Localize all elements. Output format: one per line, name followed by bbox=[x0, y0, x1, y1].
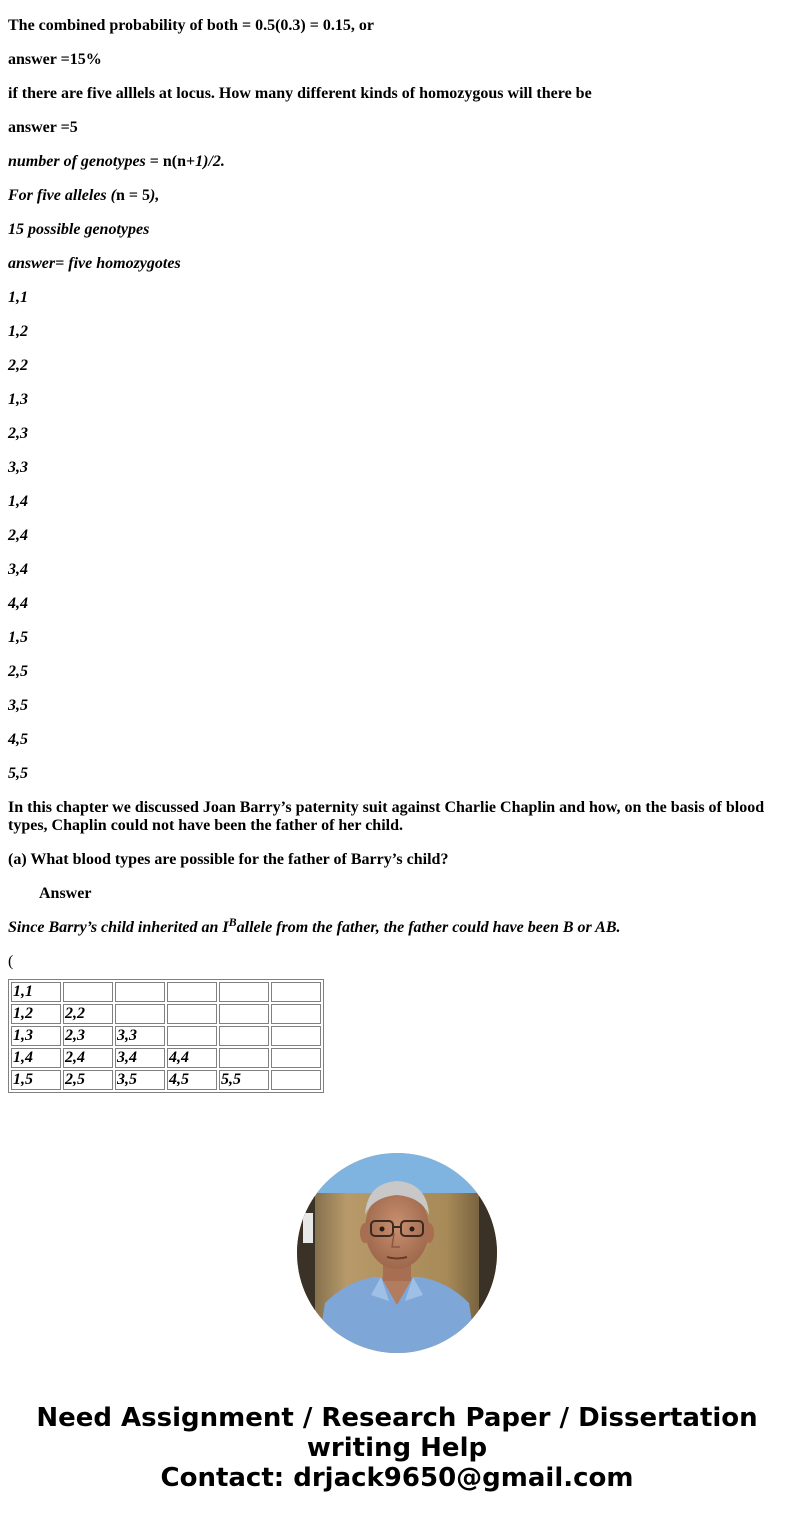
table-cell: 1,2 bbox=[11, 1004, 61, 1024]
paragraph-question-homozygous: if there are five alllels at locus. How many different kinds of homozygous will there be bbox=[8, 85, 592, 102]
genotype-table bbox=[8, 979, 324, 1093]
genotype-list-item: 2,5 bbox=[8, 663, 28, 680]
explanation-start: Since Barry’s child inherited an I bbox=[8, 919, 229, 936]
table-cell bbox=[271, 1026, 321, 1046]
explanation-end: allele from the father, the father could have been B or AB. bbox=[236, 919, 621, 936]
table-cell: 1,5 bbox=[11, 1070, 61, 1090]
allele-superscript: B bbox=[228, 915, 237, 929]
table-cell bbox=[219, 982, 269, 1002]
table-cell bbox=[271, 1048, 321, 1068]
formula-part: = n(n+ bbox=[145, 153, 196, 170]
table-cell: 1,4 bbox=[11, 1048, 61, 1068]
genotype-list-item: 4,5 bbox=[8, 731, 28, 748]
table-cell: 5,5 bbox=[219, 1070, 269, 1090]
paragraph-combined-probability: The combined probability of both = 0.5(0.3) = 0.15, or bbox=[8, 17, 374, 34]
genotype-list-item: 1,4 bbox=[8, 493, 28, 510]
genotype-list bbox=[8, 289, 786, 783]
table-cell: 1,3 bbox=[11, 1026, 61, 1046]
table-row bbox=[11, 1070, 321, 1090]
table-cell: 2,3 bbox=[63, 1026, 113, 1046]
table-cell bbox=[167, 982, 217, 1002]
table-cell: 2,5 bbox=[63, 1070, 113, 1090]
genotype-list-item: 1,3 bbox=[8, 391, 28, 408]
paragraph-answer-5: answer =5 bbox=[8, 119, 78, 136]
paragraph-chaplin-intro: In this chapter we discussed Joan Barry’s paternity suit against Charlie Chaplin and how, on the basis of blood types, Chaplin could not have been the father of her child. bbox=[8, 799, 765, 834]
author-portrait-graphic bbox=[297, 1153, 497, 1353]
table-cell bbox=[115, 982, 165, 1002]
table-cell: 3,5 bbox=[115, 1070, 165, 1090]
table-cell bbox=[115, 1004, 165, 1024]
table-cell bbox=[167, 1026, 217, 1046]
genotype-list-item: 1,1 bbox=[8, 289, 28, 306]
table-cell bbox=[271, 982, 321, 1002]
genotype-list-item: 2,4 bbox=[8, 527, 28, 544]
genotype-list-item: 1,5 bbox=[8, 629, 28, 646]
author-avatar bbox=[297, 1153, 497, 1353]
table-cell: 2,2 bbox=[63, 1004, 113, 1024]
table-cell: 3,3 bbox=[115, 1026, 165, 1046]
table-cell: 1,1 bbox=[11, 982, 61, 1002]
table-cell bbox=[271, 1004, 321, 1024]
table-cell: 4,5 bbox=[167, 1070, 217, 1090]
table-row bbox=[11, 1048, 321, 1068]
promo-banner bbox=[0, 1403, 794, 1493]
five-alleles-label: For five alleles ( bbox=[8, 187, 116, 204]
genotype-list-item: 5,5 bbox=[8, 765, 28, 782]
table-row bbox=[11, 1026, 321, 1046]
table-cell bbox=[63, 982, 113, 1002]
table-row bbox=[11, 1004, 321, 1024]
genotype-list-item: 2,3 bbox=[8, 425, 28, 442]
genotype-list-item: 3,5 bbox=[8, 697, 28, 714]
table-cell bbox=[219, 1048, 269, 1068]
table-cell bbox=[167, 1004, 217, 1024]
paragraph-allele-explanation bbox=[8, 915, 786, 937]
table-cell: 3,4 bbox=[115, 1048, 165, 1068]
promo-line-2: writing Help bbox=[306, 1433, 488, 1463]
paragraph-answer-homozygotes: answer= five homozygotes bbox=[8, 255, 181, 272]
paragraph-15-genotypes: 15 possible genotypes bbox=[8, 221, 150, 238]
paragraph-answer-15: answer =15% bbox=[8, 51, 102, 68]
table-cell bbox=[271, 1070, 321, 1090]
answer-label: Answer bbox=[39, 885, 92, 902]
table-row bbox=[11, 982, 321, 1002]
table-cell bbox=[219, 1004, 269, 1024]
genotype-list-item: 3,4 bbox=[8, 561, 28, 578]
table-cell bbox=[219, 1026, 269, 1046]
promo-contact: Contact: drjack9650@gmail.com bbox=[160, 1463, 634, 1493]
table-cell: 2,4 bbox=[63, 1048, 113, 1068]
paragraph-genotype-formula bbox=[8, 153, 786, 171]
paragraph-probability-expressing bbox=[8, 0, 786, 1]
paragraph-blood-type-question: (a) What blood types are possible for the father of Barry’s child? bbox=[8, 851, 449, 868]
genotype-list-item: 4,4 bbox=[8, 595, 28, 612]
genotype-list-item: 2,2 bbox=[8, 357, 28, 374]
five-alleles-tail: ), bbox=[149, 187, 160, 204]
genotype-list-item: 3,3 bbox=[8, 459, 28, 476]
genotype-list-item: 1,2 bbox=[8, 323, 28, 340]
formula-label: number of genotypes bbox=[8, 153, 146, 170]
paragraph-five-alleles bbox=[8, 187, 786, 205]
document-body bbox=[8, 0, 786, 1093]
promo-line-1: Need Assignment / Research Paper / Dissertation bbox=[36, 1403, 758, 1433]
table-cell: 4,4 bbox=[167, 1048, 217, 1068]
formula-tail: 1)/2. bbox=[195, 153, 225, 170]
n-equals-5: n = 5 bbox=[115, 187, 150, 204]
open-parenthesis: ( bbox=[8, 953, 14, 970]
